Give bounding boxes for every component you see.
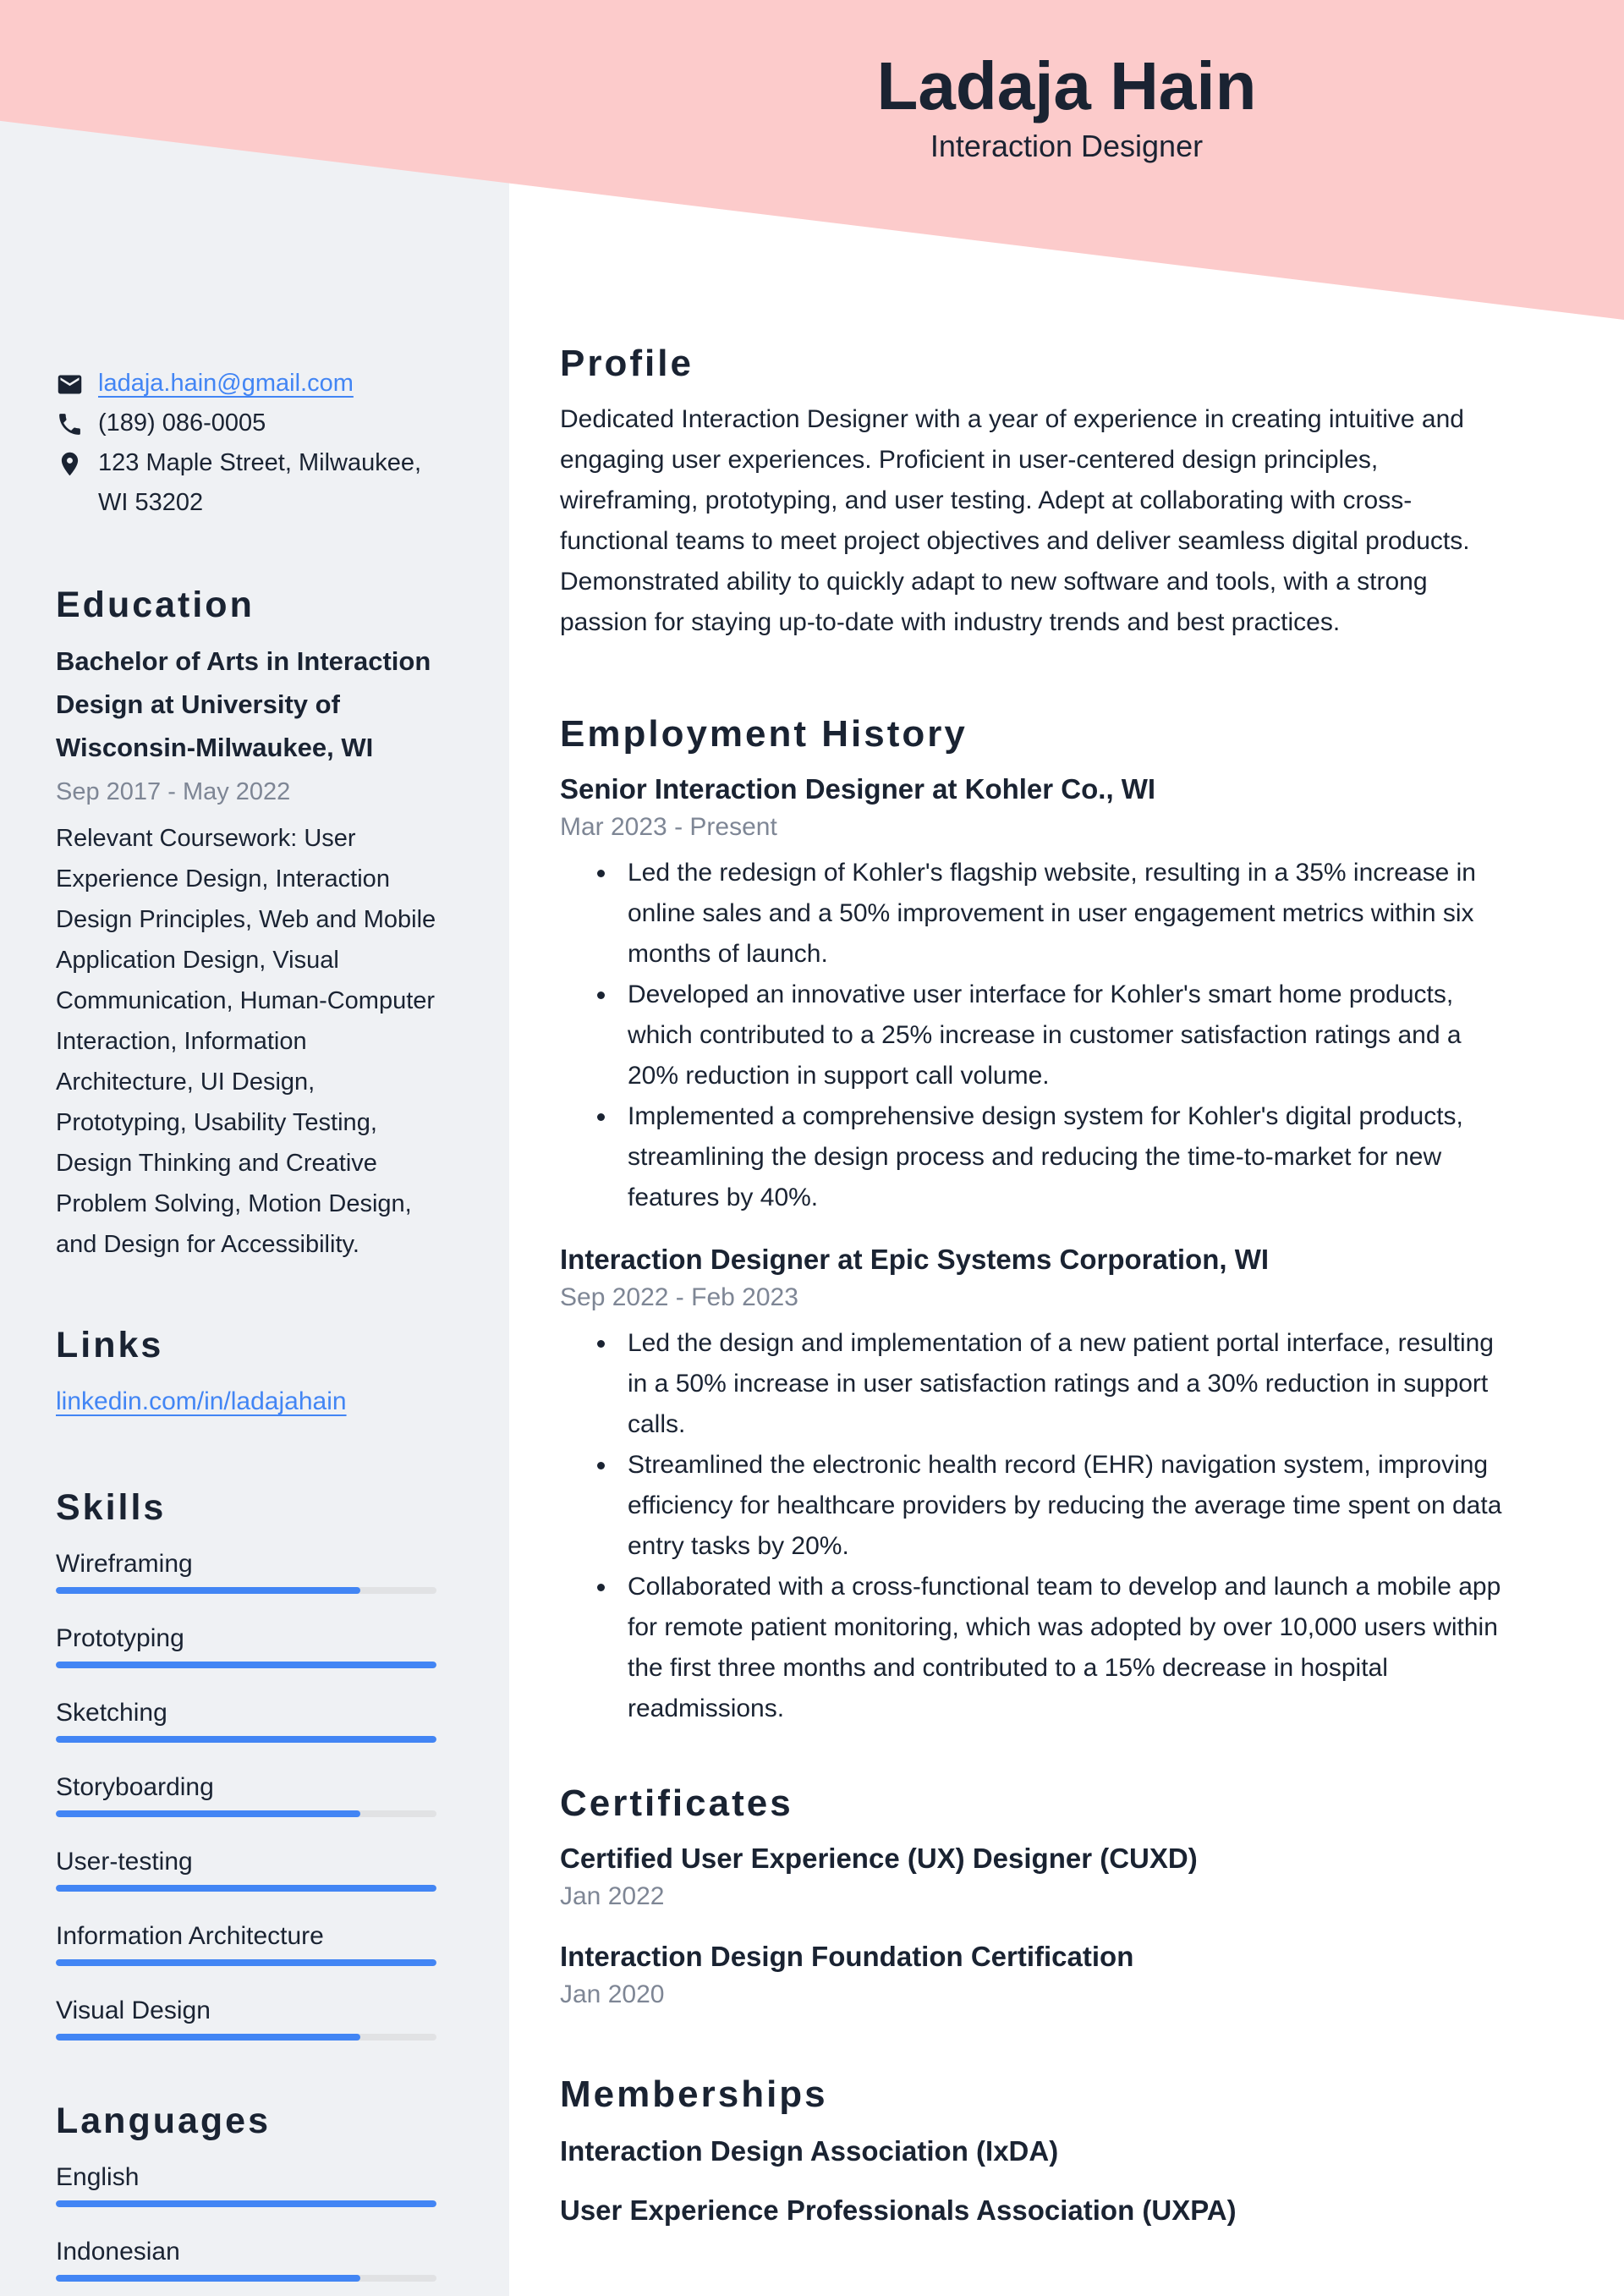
skill-bar-track <box>56 1736 436 1743</box>
main-column <box>509 0 1624 2230</box>
links-heading: Links <box>56 1325 164 1365</box>
job-bullet: Implemented a comprehensive design system for Kohler's digital products, streamlining the design process and reducing the time-to-market for new features by 40%. <box>560 1096 1506 1218</box>
job-dates: Sep 2022 - Feb 2023 <box>560 1283 798 1311</box>
profile-heading: Profile <box>560 343 694 384</box>
linkedin-link[interactable]: linkedin.com/in/ladajahain <box>56 1387 347 1415</box>
education-degree: Bachelor of Arts in Interaction Design at University of Wisconsin-Milwaukee, WI <box>56 646 431 762</box>
job-bullet: Led the design and implementation of a new patient portal interface, resulting in a 50% increase in user satisfaction ratings and a 30% reduction in support calls. <box>560 1323 1506 1445</box>
languages-list <box>56 2159 436 2282</box>
certificate-date: Jan 2022 <box>560 1882 665 1910</box>
sidebar <box>0 0 509 2296</box>
job-bullet: Led the redesign of Kohler's flagship website, resulting in a 35% increase in online sales and a 50% improvement in user engagement metrics within six months of launch. <box>560 853 1506 975</box>
skill-bar-fill <box>56 2034 360 2041</box>
job-bullet-list <box>560 1323 1506 1729</box>
skill-item <box>56 1769 436 1817</box>
skill-bar-fill <box>56 1736 436 1743</box>
mail-icon <box>56 364 86 398</box>
person-job-title: Interaction Designer <box>930 129 1204 163</box>
sidebar-content <box>0 0 509 2282</box>
certificate-entry <box>560 1937 1506 2013</box>
job-bullet: Collaborated with a cross-functional team to develop and launch a mobile app for remote patient monitoring, which was adopted by over 10,000 users within the first three months and contributed to a 15% decrease in hospital readmissions. <box>560 1567 1506 1729</box>
skill-item <box>56 1546 436 1594</box>
skill-label: Storyboarding <box>56 1773 214 1801</box>
skill-bar-fill <box>56 1587 360 1594</box>
language-label: English <box>56 2163 140 2191</box>
skill-label: Information Architecture <box>56 1922 324 1950</box>
skill-item <box>56 1843 436 1892</box>
skill-bar-track <box>56 1587 436 1594</box>
skill-label: Prototyping <box>56 1624 184 1652</box>
employment-history-heading: Employment History <box>560 713 968 755</box>
language-label: Indonesian <box>56 2238 180 2266</box>
language-bar-track <box>56 2275 436 2282</box>
location-icon <box>56 443 86 478</box>
skill-item <box>56 1918 436 1966</box>
language-bar-track <box>56 2200 436 2207</box>
certificate-title: Certified User Experience (UX) Designer (CUXD) <box>560 1843 1198 1874</box>
email-link[interactable]: ladaja.hain@gmail.com <box>98 370 354 397</box>
job-entry <box>560 770 1506 1218</box>
language-item <box>56 2233 436 2282</box>
education-heading: Education <box>56 585 255 625</box>
contact-address-row <box>56 443 436 523</box>
skill-label: Visual Design <box>56 1997 211 2024</box>
main-content <box>509 342 1624 2230</box>
skill-bar-track <box>56 1810 436 1817</box>
job-title: Interaction Designer at Epic Systems Corporation, WI <box>560 1244 1270 1275</box>
job-bullet: Streamlined the electronic health record (EHR) navigation system, improving efficiency for healthcare providers by reducing the average time spent on data entry tasks by 20%. <box>560 1445 1506 1567</box>
skill-label: Sketching <box>56 1699 167 1727</box>
education-dates: Sep 2017 - May 2022 <box>56 778 291 805</box>
skills-list <box>56 1546 436 2041</box>
job-entry <box>560 1240 1506 1729</box>
contact-email-row <box>56 364 436 404</box>
skill-label: Wireframing <box>56 1550 193 1578</box>
skill-item <box>56 1620 436 1668</box>
skill-bar-track <box>56 2034 436 2041</box>
certificate-date: Jan 2020 <box>560 1980 665 2008</box>
education-coursework: Relevant Coursework: User Experience Design, Interaction Design Principles, Web and Mobile Application Design, Visual Communication, Human-Computer Interaction, Information Architecture, UI Design, Prototyping, Usability Testing, Design Thinking and Creative Problem Solving, Motion Design, and Design for Accessibility. <box>56 825 436 1258</box>
certificates-heading: Certificates <box>560 1782 793 1824</box>
skills-heading: Skills <box>56 1487 167 1528</box>
profile-text: Dedicated Interaction Designer with a year of experience in creating intuitive and engaging user experiences. Proficient in user-centered design principles, wireframing, prototyping, and user testing. Adept at collaborating with cross-functional teams to meet project objectives and deliver seamless digital products. Demonstrated ability to quickly adapt to new software and tools, with a strong passion for staying up-to-date with industry trends and best practices. <box>560 405 1470 636</box>
certificate-entry <box>560 1839 1506 1915</box>
skill-label: User-testing <box>56 1848 193 1876</box>
job-title: Senior Interaction Designer at Kohler Co., WI <box>560 773 1156 805</box>
language-item <box>56 2159 436 2207</box>
membership-entry: User Experience Professionals Association (UXPA) <box>560 2194 1237 2226</box>
languages-heading: Languages <box>56 2101 271 2141</box>
membership-entry: Interaction Design Association (IxDA) <box>560 2135 1059 2167</box>
contact-phone-row <box>56 404 436 443</box>
skill-item <box>56 1992 436 2041</box>
contact-block <box>56 364 436 523</box>
skill-item <box>56 1695 436 1743</box>
skill-bar-track <box>56 1885 436 1892</box>
language-bar-fill <box>56 2275 360 2282</box>
skill-bar-fill <box>56 1885 436 1892</box>
job-dates: Mar 2023 - Present <box>560 813 777 841</box>
person-name: Ladaja Hain <box>876 48 1257 124</box>
skill-bar-track <box>56 1662 436 1668</box>
memberships-heading: Memberships <box>560 2074 828 2115</box>
address-value: 123 Maple Street, Milwaukee, WI 53202 <box>98 449 422 516</box>
certificate-title: Interaction Design Foundation Certification <box>560 1941 1134 1972</box>
skill-bar-track <box>56 1959 436 1966</box>
phone-icon <box>56 404 86 438</box>
skill-bar-fill <box>56 1959 436 1966</box>
phone-value: (189) 086-0005 <box>98 409 266 437</box>
skill-bar-fill <box>56 1810 360 1817</box>
job-bullet-list <box>560 853 1506 1218</box>
skill-bar-fill <box>56 1662 436 1668</box>
language-bar-fill <box>56 2200 436 2207</box>
job-bullet: Developed an innovative user interface for Kohler's smart home products, which contributed to a 25% increase in customer satisfaction ratings and a 20% reduction in support call volume. <box>560 975 1506 1096</box>
hero-header <box>509 0 1624 166</box>
